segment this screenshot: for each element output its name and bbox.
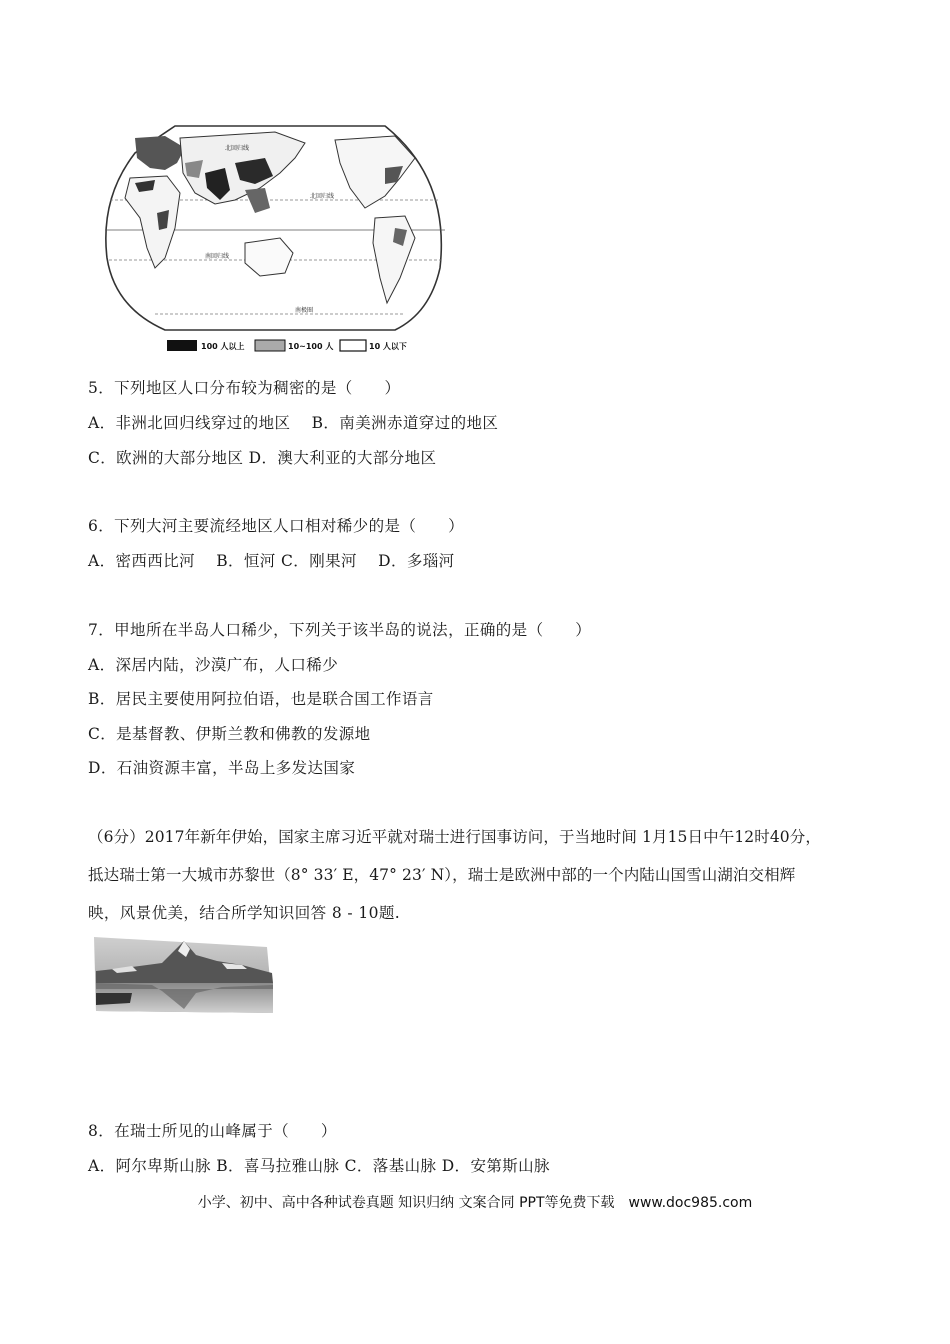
q8-stem: 8．在瑞士所见的山峰属于（ ） [88, 1122, 337, 1140]
map-label-south-tropic: 南回归线 [205, 253, 230, 260]
passage-line2: 抵达瑞士第一大城市苏黎世（8° 33′ E，47° 23′ N），瑞士是欧洲中部的一个内陆山国雪山湖泊交相辉 [88, 866, 796, 884]
q6-options: A．密西西比河 B．恒河 C．刚果河 D．多瑙河 [88, 552, 455, 570]
q5-options-line2: C．欧洲的大部分地区 D．澳大利亚的大部分地区 [88, 449, 437, 467]
page-footer: 小学、初中、高中各种试卷真题 知识归纳 文案合同 PPT等免费下载 www.doc985.com [197, 1195, 753, 1211]
passage-line3: 映，风景优美，结合所学知识回答 8 - 10题. [88, 904, 401, 922]
q7-option-d: D．石油资源丰富，半岛上多发达国家 [88, 759, 356, 777]
legend-medium-swatch [255, 340, 285, 351]
passage-line1: （6分）2017年新年伊始，国家主席习近平就对瑞士进行国事访问，于当地时间 1月15日中午12时40分， [88, 828, 821, 846]
map-label-north-tropic-right: 北回归线 [310, 193, 335, 200]
matterhorn-photo [92, 933, 274, 1015]
q7-option-a: A．深居内陆，沙漠广布，人口稀少 [88, 656, 339, 674]
world-population-map [95, 118, 455, 358]
map-label-south-circle: 南极圈 [295, 307, 314, 314]
legend-sparse-swatch [340, 340, 366, 351]
legend-sparse-label: 10 人以下 [369, 342, 407, 351]
q5-options-line1: A．非洲北回归线穿过的地区 B．南美洲赤道穿过的地区 [88, 414, 499, 432]
q7-stem: 7．甲地所在半岛人口稀少，下列关于该半岛的说法，正确的是（ ） [88, 621, 592, 639]
q7-option-c: C．是基督教、伊斯兰教和佛教的发源地 [88, 725, 371, 743]
q7-option-b: B．居民主要使用阿拉伯语，也是联合国工作语言 [88, 690, 434, 708]
map-label-north-tropic-left: 北回归线 [225, 145, 250, 152]
q8-options: A．阿尔卑斯山脉 B．喜马拉雅山脉 C．落基山脉 D．安第斯山脉 [88, 1157, 550, 1175]
legend-medium-label: 10~100 人 [288, 342, 334, 351]
legend-dense-swatch [167, 340, 197, 351]
legend-dense-label: 100 人以上 [201, 342, 245, 351]
q5-stem: 5．下列地区人口分布较为稠密的是（ ） [88, 379, 401, 397]
q6-stem: 6．下列大河主要流经地区人口相对稀少的是（ ） [88, 517, 464, 535]
